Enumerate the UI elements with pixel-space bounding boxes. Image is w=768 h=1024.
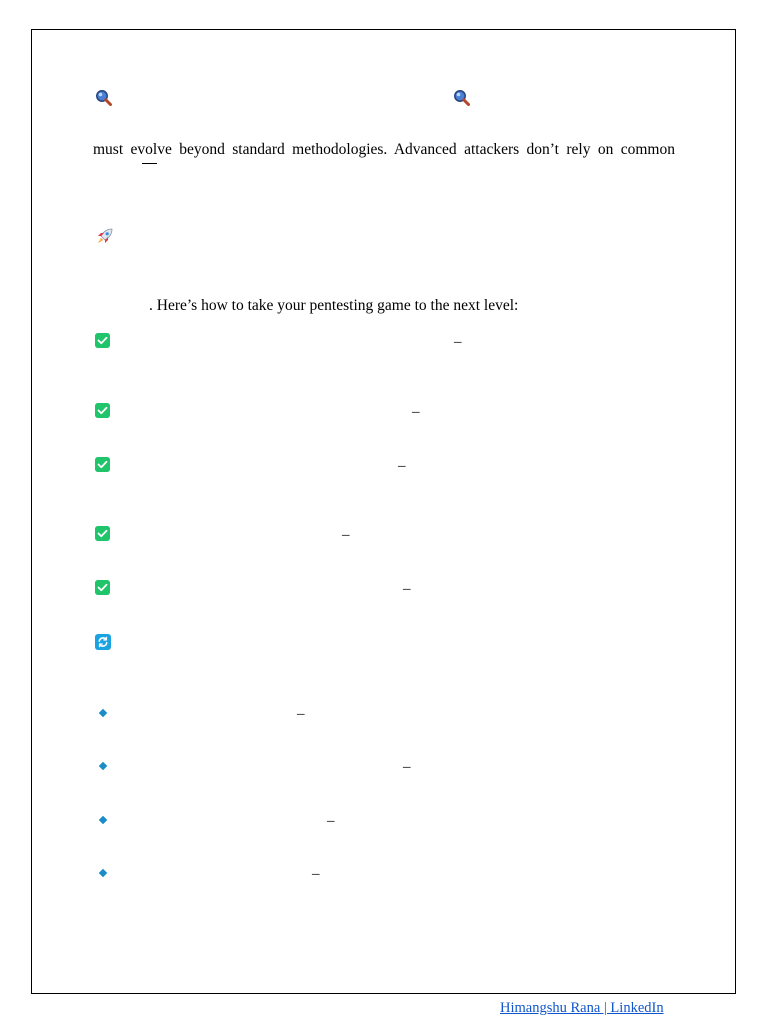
check-mark-icon (95, 457, 110, 472)
item-dash: – (297, 706, 305, 722)
item-dash: – (398, 458, 406, 474)
check-mark-icon (95, 403, 110, 418)
item-dash: – (312, 866, 320, 882)
intro-paragraph: must evolve beyond standard methodologies. Advanced attackers don’t rely on common (93, 141, 675, 158)
magnifier-icon (95, 89, 112, 106)
item-dash: – (342, 527, 350, 543)
page-border (31, 29, 736, 994)
check-mark-icon (95, 333, 110, 348)
item-dash: – (403, 759, 411, 775)
item-dash: – (412, 404, 420, 420)
item-dash: – (327, 813, 335, 829)
magnifier-icon (453, 89, 470, 106)
check-mark-icon (95, 580, 110, 595)
refresh-icon (95, 634, 111, 650)
em-dash (142, 163, 157, 164)
rocket-icon (95, 227, 114, 246)
item-dash: – (403, 581, 411, 597)
item-dash: – (454, 334, 462, 350)
footer-linkedin-link[interactable]: Himangshu Rana | LinkedIn (500, 1000, 664, 1016)
lead-in-text: . Here’s how to take your pentesting game to the next level: (149, 297, 519, 314)
check-mark-icon (95, 526, 110, 541)
